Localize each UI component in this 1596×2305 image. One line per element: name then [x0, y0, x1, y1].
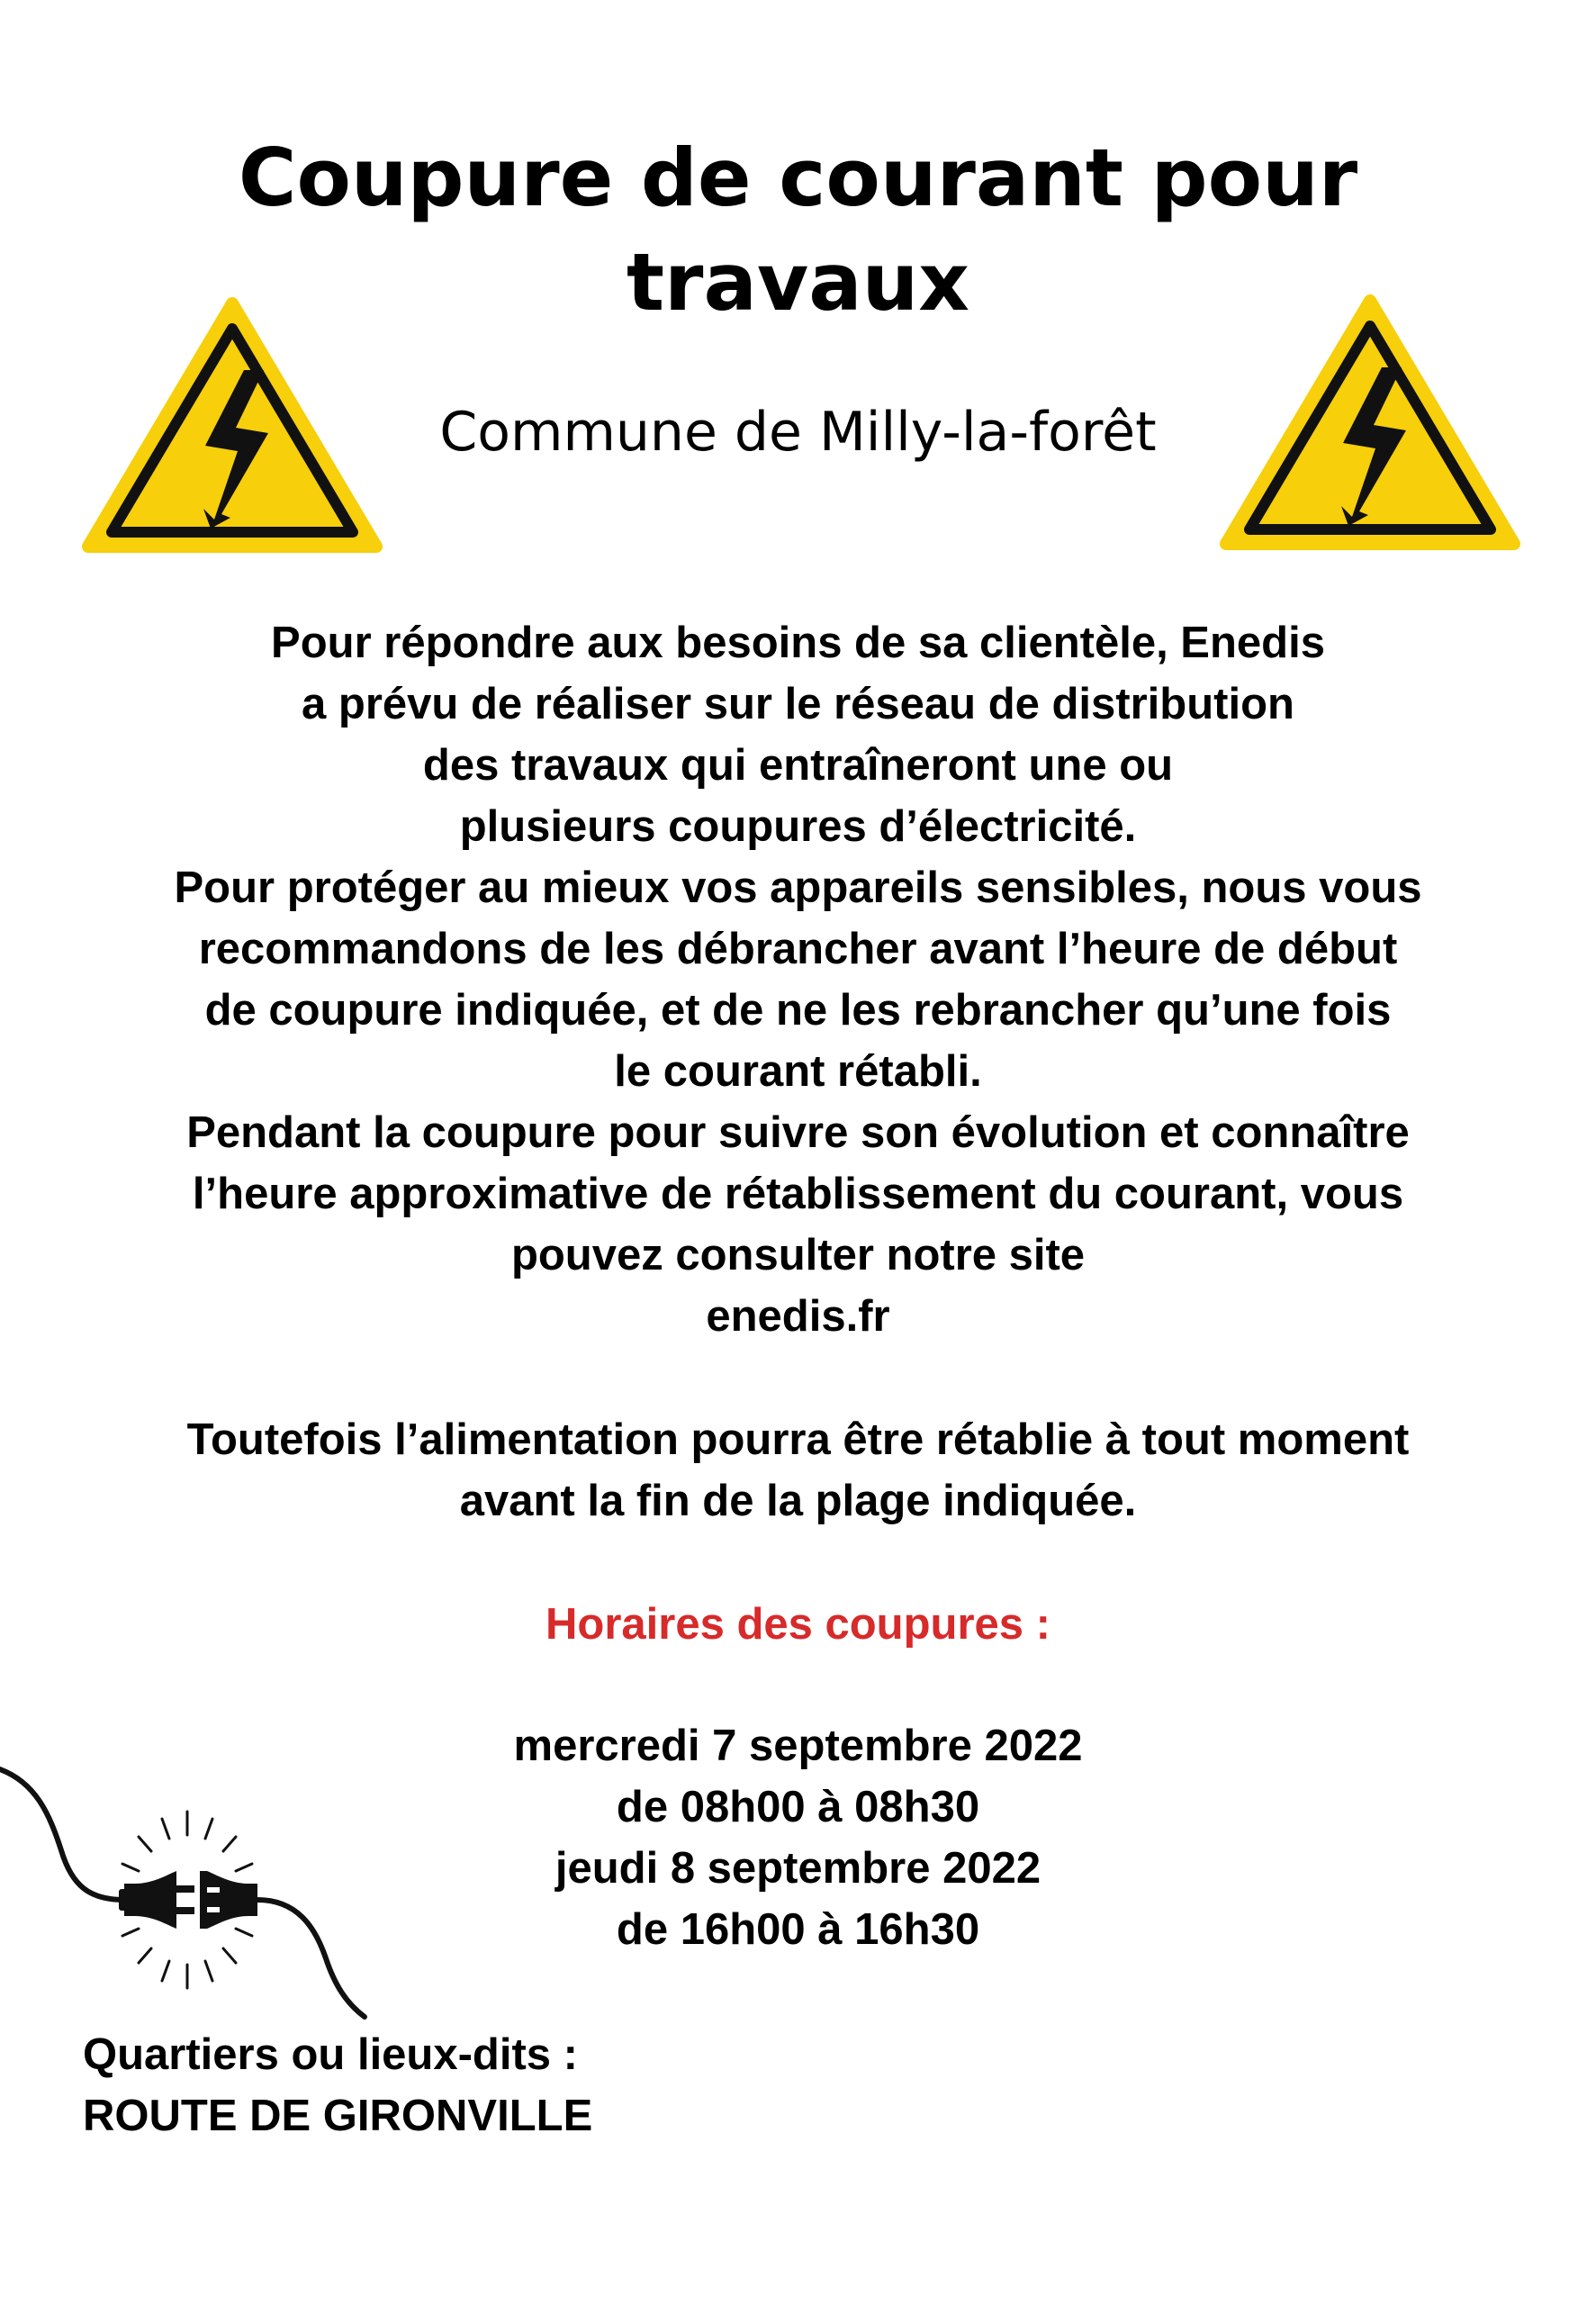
intro-line: l’heure approximative de rétablissement du courant, vous — [192, 1170, 1404, 1218]
schedule-time: de 08h00 à 08h30 — [616, 1783, 980, 1831]
notice-paragraph — [0, 1409, 1596, 1532]
commune-subtitle: Commune de Milly-la-forêt — [439, 401, 1157, 464]
intro-line: pouvez consulter notre site — [510, 1231, 1086, 1279]
area-value: ROUTE DE GIRONVILLE — [83, 2092, 593, 2140]
schedule-date: mercredi 7 septembre 2022 — [513, 1722, 1083, 1770]
intro-line: a prévu de réaliser sur le réseau de distribution — [302, 680, 1294, 728]
notice-line: Toutefois l’alimentation pourra être rétablie à tout moment — [186, 1415, 1410, 1464]
area-section — [83, 2024, 592, 2147]
intro-line: des travaux qui entraîneront une ou — [422, 741, 1174, 790]
website-link[interactable]: enedis.fr — [706, 1292, 890, 1341]
notice-line: avant la fin de la plage indiquée. — [459, 1477, 1137, 1525]
schedule-time: de 16h00 à 16h30 — [616, 1905, 980, 1954]
intro-line: recommandons de les débrancher avant l’heure de début — [198, 925, 1398, 973]
schedule-date: jeudi 8 septembre 2022 — [555, 1844, 1041, 1893]
intro-line: Pour répondre aux besoins de sa clientèle, Enedis — [271, 619, 1325, 667]
schedule-heading: Horaires des coupures : — [546, 1600, 1050, 1649]
unplugged-plug-icon — [0, 1765, 378, 2035]
page-title-line: Coupure de courant pour — [238, 131, 1358, 224]
intro-line: Pendant la coupure pour suivre son évolution et connaître — [186, 1108, 1410, 1157]
area-label: Quartiers ou lieux-dits : — [83, 2030, 578, 2079]
intro-line: Pour protéger au mieux vos appareils sensibles, nous vous — [174, 863, 1422, 912]
intro-paragraph — [0, 612, 1596, 1347]
intro-line: le courant rétabli. — [614, 1047, 982, 1096]
page-title-line: travaux — [626, 236, 969, 329]
intro-line: plusieurs coupures d’électricité. — [459, 802, 1137, 851]
intro-line: de coupure indiquée, et de ne les rebrancher qu’une fois — [204, 986, 1392, 1035]
